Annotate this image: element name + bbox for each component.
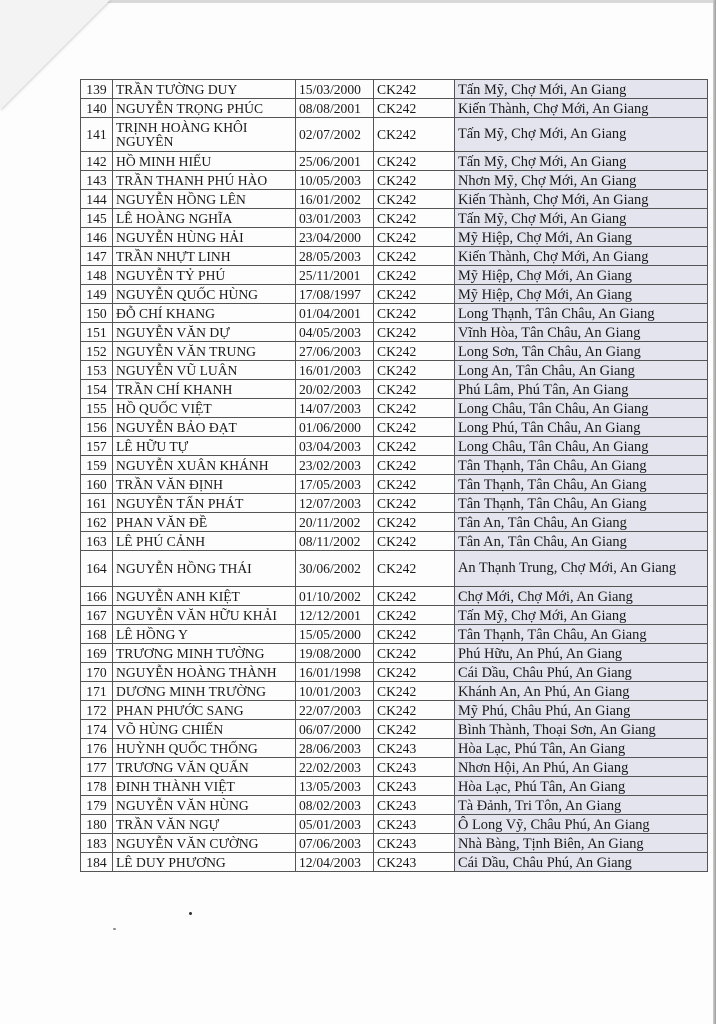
student-name-cell: PHAN VĂN ĐỀ (113, 513, 296, 532)
scan-speck (189, 912, 192, 915)
address-cell: Vĩnh Hòa, Tân Châu, An Giang (455, 323, 708, 342)
table-row (81, 118, 708, 152)
address-cell: Hòa Lạc, Phú Tân, An Giang (455, 739, 708, 758)
address-cell: Long Phú, Tân Châu, An Giang (455, 418, 708, 437)
class-code-cell: CK242 (374, 475, 455, 494)
class-code-cell: CK242 (374, 342, 455, 361)
table-row (81, 606, 708, 625)
table-row (81, 228, 708, 247)
table-row (81, 190, 708, 209)
student-name-cell: ĐINH THÀNH VIỆT (113, 777, 296, 796)
date-of-birth-cell: 10/01/2003 (296, 682, 374, 701)
class-code-cell: CK242 (374, 118, 455, 152)
row-number-cell: 172 (81, 701, 113, 720)
row-number-cell: 140 (81, 99, 113, 118)
date-of-birth-cell: 01/06/2000 (296, 418, 374, 437)
class-code-cell: CK242 (374, 399, 455, 418)
table-row (81, 587, 708, 606)
student-name-cell: LÊ PHÚ CẢNH (113, 532, 296, 551)
student-name-cell: TRỊNH HOÀNG KHÔI NGUYÊN (113, 118, 296, 152)
class-code-cell: CK242 (374, 532, 455, 551)
table-row (81, 209, 708, 228)
row-number-cell: 170 (81, 663, 113, 682)
date-of-birth-cell: 17/05/2003 (296, 475, 374, 494)
address-cell: Long Châu, Tân Châu, An Giang (455, 399, 708, 418)
table-row (81, 323, 708, 342)
student-name-cell: NGUYỄN VĂN HỮU KHẢI (113, 606, 296, 625)
date-of-birth-cell: 28/05/2003 (296, 247, 374, 266)
student-name-cell: HỒ MINH HIẾU (113, 152, 296, 171)
student-name-cell: NGUYỄN TỶ PHÚ (113, 266, 296, 285)
student-name-cell: TRẦN TƯỜNG DUY (113, 80, 296, 99)
address-cell: Cái Dầu, Châu Phú, An Giang (455, 853, 708, 872)
student-name-cell: NGUYỄN ANH KIỆT (113, 587, 296, 606)
table-row (81, 399, 708, 418)
date-of-birth-cell: 05/01/2003 (296, 815, 374, 834)
class-code-cell: CK242 (374, 361, 455, 380)
address-cell: Bình Thành, Thoại Sơn, An Giang (455, 720, 708, 739)
class-code-cell: CK242 (374, 152, 455, 171)
student-name-cell: TRẦN CHÍ KHANH (113, 380, 296, 399)
row-number-cell: 176 (81, 739, 113, 758)
row-number-cell: 147 (81, 247, 113, 266)
table-row (81, 361, 708, 380)
address-cell: Mỹ Hiệp, Chợ Mới, An Giang (455, 266, 708, 285)
address-cell: Khánh An, An Phú, An Giang (455, 682, 708, 701)
student-name-cell: LÊ DUY PHƯƠNG (113, 853, 296, 872)
class-code-cell: CK242 (374, 663, 455, 682)
address-cell: Tấn Mỹ, Chợ Mới, An Giang (455, 80, 708, 99)
row-number-cell: 159 (81, 456, 113, 475)
table-row (81, 625, 708, 644)
address-cell: Tân An, Tân Châu, An Giang (455, 513, 708, 532)
table-row (81, 152, 708, 171)
date-of-birth-cell: 15/05/2000 (296, 625, 374, 644)
class-code-cell: CK242 (374, 437, 455, 456)
row-number-cell: 155 (81, 399, 113, 418)
address-cell: Kiến Thành, Chợ Mới, An Giang (455, 190, 708, 209)
address-cell: Cái Dầu, Châu Phú, An Giang (455, 663, 708, 682)
address-cell: Phú Hữu, An Phú, An Giang (455, 644, 708, 663)
student-name-cell: DƯƠNG MINH TRƯỜNG (113, 682, 296, 701)
date-of-birth-cell: 23/04/2000 (296, 228, 374, 247)
date-of-birth-cell: 02/07/2002 (296, 118, 374, 152)
date-of-birth-cell: 19/08/2000 (296, 644, 374, 663)
class-code-cell: CK243 (374, 796, 455, 815)
row-number-cell: 167 (81, 606, 113, 625)
table-row (81, 266, 708, 285)
student-name-cell: TRẦN NHỰT LINH (113, 247, 296, 266)
row-number-cell: 139 (81, 80, 113, 99)
row-number-cell: 152 (81, 342, 113, 361)
address-cell: Tấn Mỹ, Chợ Mới, An Giang (455, 118, 708, 152)
row-number-cell: 169 (81, 644, 113, 663)
address-cell: Phú Lâm, Phú Tân, An Giang (455, 380, 708, 399)
student-name-cell: NGUYỄN TẤN PHÁT (113, 494, 296, 513)
address-cell: Mỹ Phú, Châu Phú, An Giang (455, 701, 708, 720)
address-cell: Tân Thạnh, Tân Châu, An Giang (455, 475, 708, 494)
class-code-cell: CK242 (374, 494, 455, 513)
class-code-cell: CK242 (374, 304, 455, 323)
table-row (81, 682, 708, 701)
table-row (81, 475, 708, 494)
date-of-birth-cell: 06/07/2000 (296, 720, 374, 739)
date-of-birth-cell: 12/12/2001 (296, 606, 374, 625)
date-of-birth-cell: 04/05/2003 (296, 323, 374, 342)
row-number-cell: 143 (81, 171, 113, 190)
class-code-cell: CK242 (374, 418, 455, 437)
address-cell: An Thạnh Trung, Chợ Mới, An Giang (455, 551, 708, 587)
table-row (81, 758, 708, 777)
table-row (81, 342, 708, 361)
table-row (81, 701, 708, 720)
student-name-cell: NGUYỄN HỒNG THÁI (113, 551, 296, 587)
class-code-cell: CK243 (374, 739, 455, 758)
student-name-cell: HUỲNH QUỐC THỐNG (113, 739, 296, 758)
address-cell: Kiến Thành, Chợ Mới, An Giang (455, 99, 708, 118)
date-of-birth-cell: 16/01/2003 (296, 361, 374, 380)
date-of-birth-cell: 01/04/2001 (296, 304, 374, 323)
row-number-cell: 142 (81, 152, 113, 171)
student-name-cell: NGUYỄN HÙNG HẢI (113, 228, 296, 247)
row-number-cell: 178 (81, 777, 113, 796)
address-cell: Long Châu, Tân Châu, An Giang (455, 437, 708, 456)
date-of-birth-cell: 12/04/2003 (296, 853, 374, 872)
table-row (81, 171, 708, 190)
address-cell: Nhơn Hội, An Phú, An Giang (455, 758, 708, 777)
class-code-cell: CK243 (374, 758, 455, 777)
address-cell: Mỹ Hiệp, Chợ Mới, An Giang (455, 285, 708, 304)
student-name-cell: VÕ HÙNG CHIẾN (113, 720, 296, 739)
date-of-birth-cell: 08/11/2002 (296, 532, 374, 551)
address-cell: Kiến Thành, Chợ Mới, An Giang (455, 247, 708, 266)
student-name-cell: NGUYỄN VĂN HÙNG (113, 796, 296, 815)
class-code-cell: CK242 (374, 266, 455, 285)
student-name-cell: TRẦN VĂN NGỰ (113, 815, 296, 834)
student-name-cell: NGUYỄN HỒNG LÊN (113, 190, 296, 209)
student-name-cell: NGUYỄN VĂN DỰ (113, 323, 296, 342)
student-name-cell: LÊ HOÀNG NGHĨA (113, 209, 296, 228)
address-cell: Mỹ Hiệp, Chợ Mới, An Giang (455, 228, 708, 247)
class-code-cell: CK242 (374, 551, 455, 587)
class-code-cell: CK242 (374, 606, 455, 625)
class-code-cell: CK242 (374, 247, 455, 266)
class-code-cell: CK243 (374, 815, 455, 834)
address-cell: Long Sơn, Tân Châu, An Giang (455, 342, 708, 361)
class-code-cell: CK242 (374, 456, 455, 475)
student-name-cell: NGUYỄN VĂN CƯỜNG (113, 834, 296, 853)
student-name-cell: NGUYỄN BẢO ĐẠT (113, 418, 296, 437)
table-row (81, 80, 708, 99)
class-code-cell: CK242 (374, 644, 455, 663)
class-code-cell: CK242 (374, 228, 455, 247)
table-row (81, 285, 708, 304)
student-name-cell: LÊ HỒNG Y (113, 625, 296, 644)
student-name-cell: LÊ HỮU TỰ (113, 437, 296, 456)
row-number-cell: 144 (81, 190, 113, 209)
row-number-cell: 179 (81, 796, 113, 815)
date-of-birth-cell: 03/01/2003 (296, 209, 374, 228)
student-roster-table (80, 79, 708, 872)
address-cell: Long An, Tân Châu, An Giang (455, 361, 708, 380)
class-code-cell: CK242 (374, 209, 455, 228)
date-of-birth-cell: 22/07/2003 (296, 701, 374, 720)
table-row (81, 720, 708, 739)
address-cell: Tà Đảnh, Tri Tôn, An Giang (455, 796, 708, 815)
row-number-cell: 183 (81, 834, 113, 853)
student-name-cell: TRẦN VĂN ĐỊNH (113, 475, 296, 494)
table-row (81, 418, 708, 437)
student-name-cell: NGUYỄN TRỌNG PHÚC (113, 99, 296, 118)
student-name-cell: TRƯƠNG VĂN QUẤN (113, 758, 296, 777)
address-cell: Tấn Mỹ, Chợ Mới, An Giang (455, 209, 708, 228)
table-row (81, 247, 708, 266)
date-of-birth-cell: 23/02/2003 (296, 456, 374, 475)
class-code-cell: CK242 (374, 99, 455, 118)
roster-body (81, 80, 708, 872)
date-of-birth-cell: 17/08/1997 (296, 285, 374, 304)
class-code-cell: CK242 (374, 190, 455, 209)
address-cell: Tân Thạnh, Tân Châu, An Giang (455, 625, 708, 644)
class-code-cell: CK242 (374, 285, 455, 304)
table-row (81, 815, 708, 834)
student-name-cell: NGUYỄN QUỐC HÙNG (113, 285, 296, 304)
student-name-cell: NGUYỄN VŨ LUÂN (113, 361, 296, 380)
row-number-cell: 141 (81, 118, 113, 152)
date-of-birth-cell: 08/08/2001 (296, 99, 374, 118)
address-cell: Chợ Mới, Chợ Mới, An Giang (455, 587, 708, 606)
row-number-cell: 157 (81, 437, 113, 456)
address-cell: Tân Thạnh, Tân Châu, An Giang (455, 494, 708, 513)
address-cell: Tân An, Tân Châu, An Giang (455, 532, 708, 551)
class-code-cell: CK242 (374, 323, 455, 342)
student-name-cell: NGUYỄN VĂN TRUNG (113, 342, 296, 361)
row-number-cell: 174 (81, 720, 113, 739)
table-row (81, 551, 708, 587)
class-code-cell: CK242 (374, 380, 455, 399)
date-of-birth-cell: 28/06/2003 (296, 739, 374, 758)
address-cell: Long Thạnh, Tân Châu, An Giang (455, 304, 708, 323)
student-name-cell: ĐỖ CHÍ KHANG (113, 304, 296, 323)
student-name-cell: PHAN PHƯỚC SANG (113, 701, 296, 720)
date-of-birth-cell: 13/05/2003 (296, 777, 374, 796)
row-number-cell: 177 (81, 758, 113, 777)
date-of-birth-cell: 12/07/2003 (296, 494, 374, 513)
class-code-cell: CK242 (374, 625, 455, 644)
date-of-birth-cell: 10/05/2003 (296, 171, 374, 190)
row-number-cell: 153 (81, 361, 113, 380)
table-row (81, 796, 708, 815)
table-row (81, 99, 708, 118)
table-row (81, 777, 708, 796)
row-number-cell: 160 (81, 475, 113, 494)
table-row (81, 304, 708, 323)
student-name-cell: NGUYỄN XUÂN KHÁNH (113, 456, 296, 475)
row-number-cell: 164 (81, 551, 113, 587)
date-of-birth-cell: 20/02/2003 (296, 380, 374, 399)
student-name-cell: NGUYỄN HOÀNG THÀNH (113, 663, 296, 682)
address-cell: Tấn Mỹ, Chợ Mới, An Giang (455, 606, 708, 625)
row-number-cell: 148 (81, 266, 113, 285)
address-cell: Nhơn Mỹ, Chợ Mới, An Giang (455, 171, 708, 190)
class-code-cell: CK242 (374, 80, 455, 99)
address-cell: Hòa Lạc, Phú Tân, An Giang (455, 777, 708, 796)
student-name-cell: TRƯƠNG MINH TƯỜNG (113, 644, 296, 663)
table-row (81, 644, 708, 663)
date-of-birth-cell: 27/06/2003 (296, 342, 374, 361)
table-row (81, 834, 708, 853)
date-of-birth-cell: 07/06/2003 (296, 834, 374, 853)
date-of-birth-cell: 01/10/2002 (296, 587, 374, 606)
address-cell: Tấn Mỹ, Chợ Mới, An Giang (455, 152, 708, 171)
date-of-birth-cell: 16/01/2002 (296, 190, 374, 209)
row-number-cell: 162 (81, 513, 113, 532)
table-row (81, 437, 708, 456)
class-code-cell: CK242 (374, 171, 455, 190)
class-code-cell: CK242 (374, 513, 455, 532)
row-number-cell: 163 (81, 532, 113, 551)
class-code-cell: CK243 (374, 777, 455, 796)
table-row (81, 663, 708, 682)
class-code-cell: CK242 (374, 701, 455, 720)
date-of-birth-cell: 08/02/2003 (296, 796, 374, 815)
class-code-cell: CK242 (374, 720, 455, 739)
date-of-birth-cell: 03/04/2003 (296, 437, 374, 456)
student-name-cell: TRẦN THANH PHÚ HÀO (113, 171, 296, 190)
class-code-cell: CK242 (374, 587, 455, 606)
row-number-cell: 150 (81, 304, 113, 323)
row-number-cell: 149 (81, 285, 113, 304)
date-of-birth-cell: 16/01/1998 (296, 663, 374, 682)
address-cell: Ô Long Vỹ, Châu Phú, An Giang (455, 815, 708, 834)
address-cell: Nhà Bàng, Tịnh Biên, An Giang (455, 834, 708, 853)
row-number-cell: 145 (81, 209, 113, 228)
class-code-cell: CK242 (374, 682, 455, 701)
table-row (81, 739, 708, 758)
date-of-birth-cell: 30/06/2002 (296, 551, 374, 587)
row-number-cell: 146 (81, 228, 113, 247)
date-of-birth-cell: 25/11/2001 (296, 266, 374, 285)
row-number-cell: 151 (81, 323, 113, 342)
table-row (81, 853, 708, 872)
date-of-birth-cell: 14/07/2003 (296, 399, 374, 418)
date-of-birth-cell: 20/11/2002 (296, 513, 374, 532)
scan-speck (113, 928, 116, 930)
address-cell: Tân Thạnh, Tân Châu, An Giang (455, 456, 708, 475)
table-row (81, 532, 708, 551)
class-code-cell: CK243 (374, 834, 455, 853)
row-number-cell: 168 (81, 625, 113, 644)
date-of-birth-cell: 22/02/2003 (296, 758, 374, 777)
row-number-cell: 166 (81, 587, 113, 606)
row-number-cell: 154 (81, 380, 113, 399)
table-row (81, 513, 708, 532)
student-name-cell: HỒ QUỐC VIỆT (113, 399, 296, 418)
row-number-cell: 161 (81, 494, 113, 513)
row-number-cell: 184 (81, 853, 113, 872)
table-row (81, 380, 708, 399)
table-row (81, 456, 708, 475)
row-number-cell: 156 (81, 418, 113, 437)
date-of-birth-cell: 25/06/2001 (296, 152, 374, 171)
table-row (81, 494, 708, 513)
date-of-birth-cell: 15/03/2000 (296, 80, 374, 99)
class-code-cell: CK243 (374, 853, 455, 872)
row-number-cell: 180 (81, 815, 113, 834)
row-number-cell: 171 (81, 682, 113, 701)
